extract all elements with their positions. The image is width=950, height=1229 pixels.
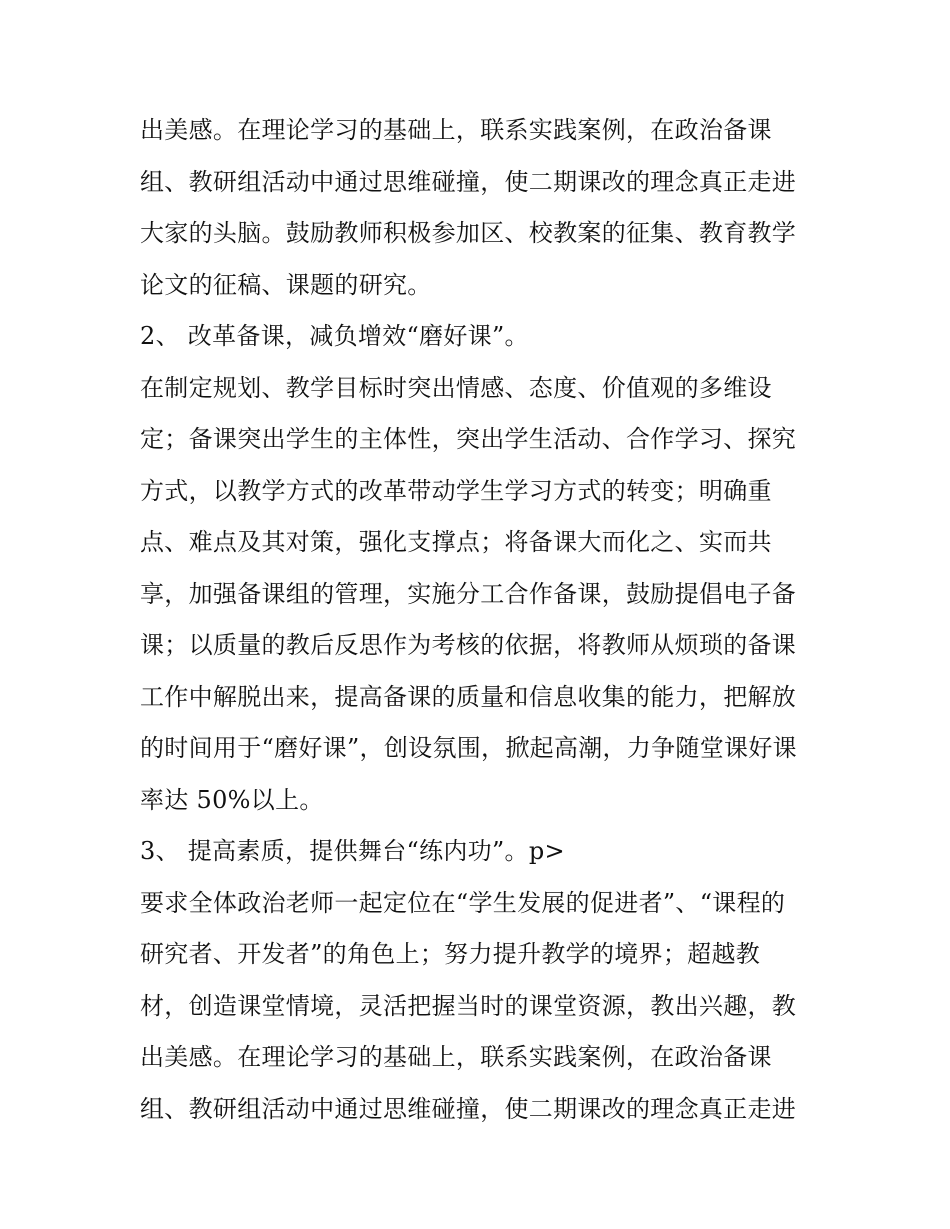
- text-line: 组、教研组活动中通过思维碰撞，使二期课改的理念真正走进: [140, 1094, 797, 1123]
- text-line: 享，加强备课组的管理，实施分工合作备课，鼓励提倡电子备: [140, 579, 797, 608]
- document-body: [140, 105, 820, 1135]
- text-line: 工作中解脱出来，提高备课的质量和信息收集的能力，把解放: [140, 682, 797, 711]
- text-line: 点、难点及其对策，强化支撑点；将备课大而化之、实而共: [140, 528, 772, 556]
- text-line: 论文的征稿、课题的研究。: [140, 270, 432, 299]
- text-line: 组、教研组活动中通过思维碰撞，使二期课改的理念真正走进: [140, 167, 797, 196]
- text-line: 出美感。在理论学习的基础上，联系实践案例，在政治备课: [140, 1043, 772, 1071]
- text-line: 率达 50%以上。: [140, 785, 324, 814]
- text-line: 的时间用于“磨好课”，创设氛围，掀起高潮，力争随堂课好课: [140, 734, 797, 762]
- text-line: 课；以质量的教后反思作为考核的依据，将教师从烦琐的备课: [140, 631, 797, 659]
- text-line: 在制定规划、教学目标时突出情感、态度、价值观的多维设: [140, 373, 772, 402]
- text-line: 材，创造课堂情境，灵活把握当时的课堂资源，教出兴趣，教: [140, 991, 797, 1020]
- text-line: 定；备课突出学生的主体性，突出学生活动、合作学习、探究: [140, 425, 797, 453]
- section-heading-2: 2、 改革备课，减负增效“磨好课”。: [140, 322, 529, 350]
- text-line: 方式，以教学方式的改革带动学生学习方式的转变；明确重: [140, 476, 772, 505]
- text-line: 研究者、开发者”的角色上；努力提升教学的境界；超越教: [140, 940, 761, 968]
- text-line: 出美感。在理论学习的基础上，联系实践案例，在政治备课: [140, 116, 772, 144]
- text-line: 大家的头脑。鼓励教师积极参加区、校教案的征集、教育教学: [140, 219, 797, 247]
- text-line: 要求全体政治老师一起定位在“学生发展的促进者”、“课程的: [140, 888, 786, 917]
- section-heading-3: 3、 提高素质，提供舞台“练内功”。p>: [140, 837, 565, 865]
